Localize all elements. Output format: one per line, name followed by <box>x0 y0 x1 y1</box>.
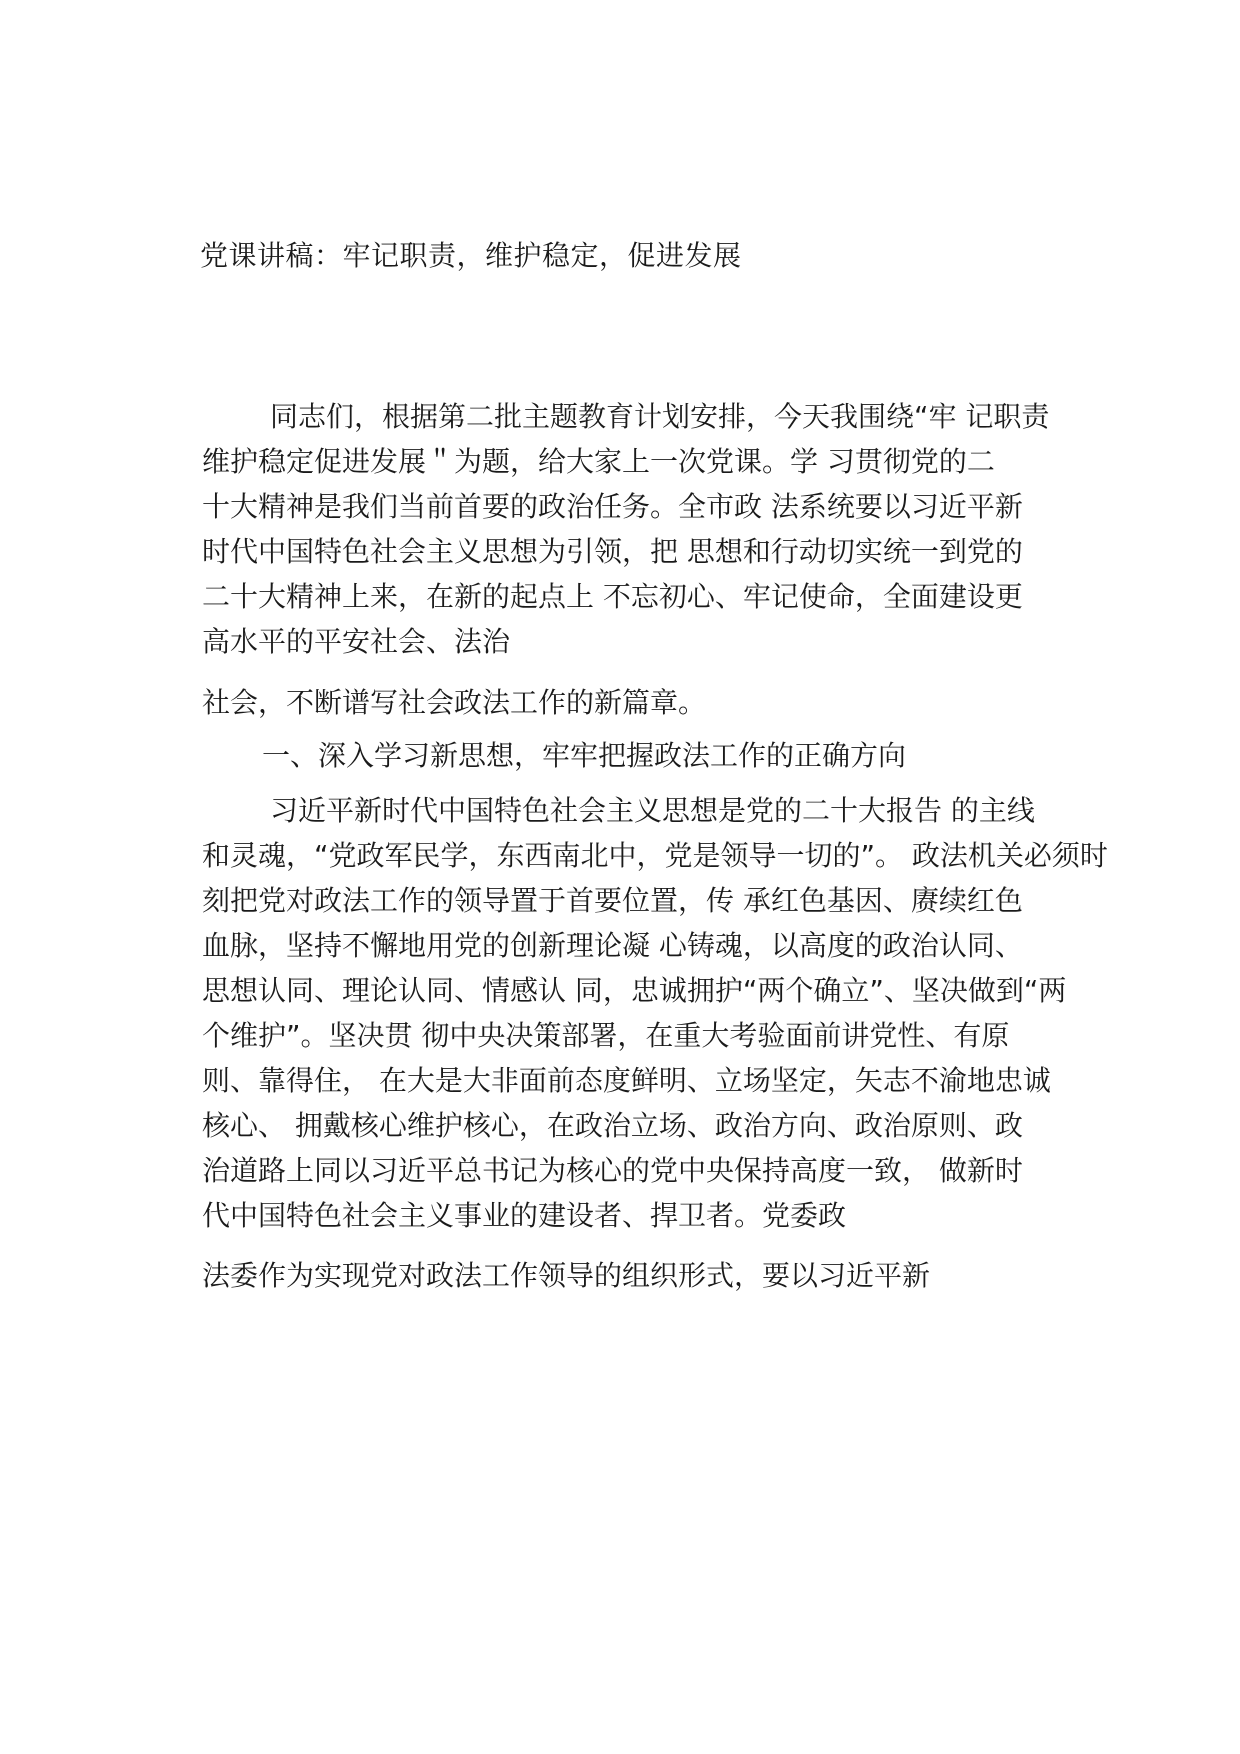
paragraph-line: 个维护”。坚决贯 彻中央决策部署，在重大考验面前讲党性、有原 <box>202 1019 1010 1052</box>
paragraph-section-1 <box>202 788 1108 1238</box>
paragraph-line: 高水平的平安社会、法治 <box>202 625 511 658</box>
paragraph-line: 习近平新时代中国特色社会主义思想是党的二十大报告 的主线 <box>270 794 1035 827</box>
paragraph-line: 治道路上同以习近平总书记为核心的党中央保持高度一致， 做新时 <box>202 1154 1023 1187</box>
paragraph-intro <box>202 394 1082 664</box>
paragraph-line: 二十大精神上来，在新的起点上 不忘初心、牢记使命，全面建设更 <box>202 580 1023 613</box>
paragraph-line: 和灵魂，“党政军民学，东西南北中，党是领导一切的”。 政法机关必须时 <box>202 839 1108 872</box>
paragraph-line: 维护稳定促进发展＂为题，给大家上一次党课。学 习贯彻党的二 <box>202 445 995 478</box>
paragraph-line: 十大精神是我们当前首要的政治任务。全市政 法系统要以习近平新 <box>202 490 1023 523</box>
section-heading-text: 一、深入学习新思想，牢牢把握政法工作的正确方向 <box>262 739 907 772</box>
paragraph-line: 社会，不断谱写社会政法工作的新篇章。 <box>202 686 707 719</box>
section-heading-1 <box>202 733 1142 778</box>
paragraph-line: 刻把党对政法工作的领导置于首要位置，传 承红色基因、赓续红色 <box>202 884 1023 917</box>
paragraph-intro-continued <box>202 680 1082 725</box>
paragraph-line: 则、靠得住， 在大是大非面前态度鲜明、立场坚定，矢志不渝地忠诚 <box>202 1064 1051 1097</box>
paragraph-line: 同志们，根据第二批主题教育计划安排，今天我围绕“牢 记职责 <box>270 400 1050 433</box>
paragraph-line: 思想认同、理论认同、情感认 同，忠诚拥护“两个确立”、坚决做到“两 <box>202 974 1067 1007</box>
paragraph-line: 代中国特色社会主义事业的建设者、捍卫者。党委政 <box>202 1199 847 1232</box>
paragraph-line: 时代中国特色社会主义思想为引领，把 思想和行动切实统一到党的 <box>202 535 1023 568</box>
document-title: 党课讲稿：牢记职责，维护稳定，促进发展 <box>200 239 742 272</box>
paragraph-section-1-continued <box>202 1253 1082 1298</box>
paragraph-line: 法委作为实现党对政法工作领导的组织形式，要以习近平新 <box>202 1259 931 1292</box>
paragraph-line: 血脉，坚持不懈地用党的创新理论凝 心铸魂，以高度的政治认同、 <box>202 929 1023 962</box>
paragraph-line: 核心、 拥戴核心维护核心，在政治立场、政治方向、政治原则、政 <box>202 1109 1023 1142</box>
